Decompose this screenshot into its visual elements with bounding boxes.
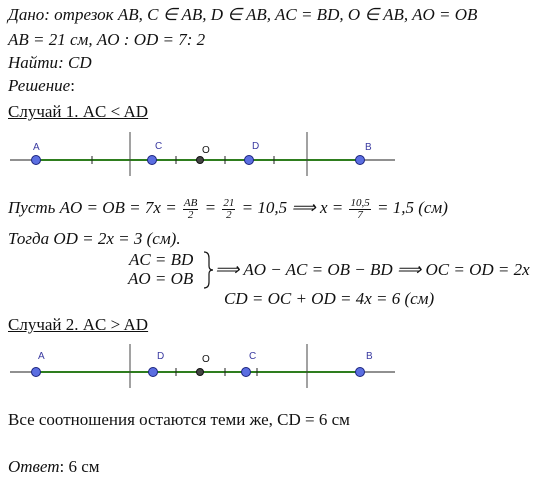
case2-label-b: B bbox=[366, 351, 373, 362]
case2-segment-diagram bbox=[0, 342, 550, 402]
case2-label-d: D bbox=[157, 351, 165, 362]
fraction-21-2-num: 21 bbox=[223, 196, 235, 209]
solution-line bbox=[8, 76, 75, 96]
case1-title: Случай 1. AC < AD bbox=[8, 102, 149, 121]
case1-step2: Тогда OD = 2x = 3 (см). bbox=[8, 229, 181, 248]
case1-point-o bbox=[197, 157, 204, 164]
case1-label-b: B bbox=[365, 142, 372, 153]
fraction-ab-2 bbox=[183, 198, 198, 221]
given-line-1 bbox=[8, 5, 477, 25]
case1-label-d: D bbox=[252, 141, 260, 152]
case1-point-c bbox=[148, 156, 157, 165]
find-label: Найти bbox=[8, 53, 59, 72]
case2-point-o bbox=[197, 369, 204, 376]
case2-label-a: A bbox=[38, 351, 45, 362]
answer-value: : 6 см bbox=[59, 457, 100, 476]
solution-suffix: : bbox=[70, 76, 75, 95]
answer-line bbox=[8, 457, 100, 477]
fraction-ab-2-den: 2 bbox=[187, 208, 194, 221]
fraction-21-2 bbox=[222, 198, 235, 221]
fraction-105-7 bbox=[349, 198, 370, 221]
fraction-21-2-den: 2 bbox=[226, 208, 232, 221]
given-line-2: AB = 21 см, AO : OD = 7: 2 bbox=[8, 30, 206, 49]
case1-label-a: A bbox=[33, 142, 40, 153]
given-text: : отрезок AB, C ∈ AB, D ∈ AB, AC = BD, O ∈ AB, AO = OB bbox=[44, 5, 478, 24]
case2-point-d bbox=[149, 368, 158, 377]
step1-eq1: = bbox=[204, 198, 217, 217]
fraction-105-7-den: 7 bbox=[357, 208, 363, 221]
find-value: : CD bbox=[58, 53, 92, 72]
case1-label-c: C bbox=[155, 141, 163, 152]
case1-segment-diagram bbox=[0, 130, 550, 190]
step1-prefix: Пусть AO = OB = 7x = bbox=[8, 198, 177, 217]
case1-label-o: O bbox=[202, 145, 210, 156]
case2-label-c: C bbox=[249, 351, 257, 362]
case2-title: Случай 2. AC > AD bbox=[8, 315, 149, 334]
case1-point-d bbox=[245, 156, 254, 165]
system-row-1: AC = BD bbox=[128, 250, 194, 269]
case1-system bbox=[128, 250, 193, 288]
case1-point-b bbox=[356, 156, 365, 165]
fraction-105-7-num: 10,5 bbox=[350, 196, 370, 209]
step1-eq2: = 10,5 ⟹ x = bbox=[241, 198, 344, 217]
case1-step1 bbox=[8, 196, 448, 221]
solution-label: Решение bbox=[8, 76, 71, 95]
answer-label: Ответ bbox=[8, 457, 60, 476]
case2-point-c bbox=[242, 368, 251, 377]
case1-result: CD = OC + OD = 4x = 6 (см) bbox=[224, 289, 435, 308]
case1-point-a bbox=[32, 156, 41, 165]
find-line bbox=[8, 53, 92, 73]
case2-note: Все соотношения остаются теми же, CD = 6 см bbox=[8, 410, 350, 429]
given-label: Дано bbox=[8, 5, 45, 24]
fraction-ab-2-num: AB bbox=[183, 196, 198, 209]
system-brace bbox=[202, 251, 214, 289]
system-row-2: AO = OB bbox=[128, 269, 194, 288]
step1-tail: = 1,5 (см) bbox=[376, 198, 448, 217]
case2-point-b bbox=[356, 368, 365, 377]
case2-point-a bbox=[32, 368, 41, 377]
case1-implication: ⟹ AO − AC = OB − BD ⟹ OC = OD = 2x bbox=[215, 260, 530, 279]
case2-label-o: O bbox=[202, 354, 210, 365]
